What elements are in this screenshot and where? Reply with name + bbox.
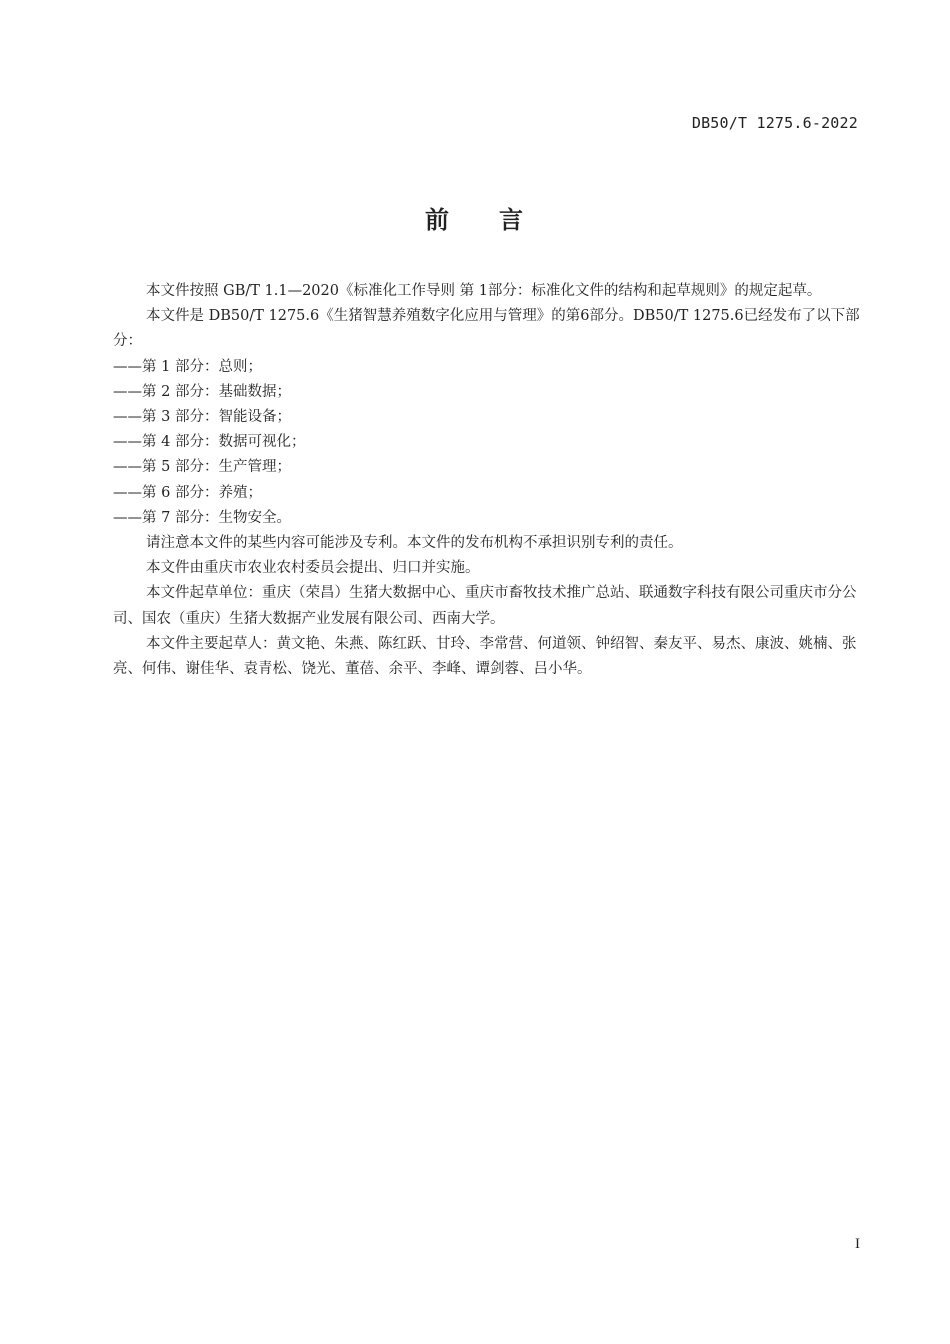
paragraph-drafters: 本文件主要起草人：黄文艳、朱燕、陈红跃、甘玲、李常营、何道领、钟绍智、秦友平、易杰、康波、姚楠、张亮、何伟、谢佳华、袁青松、饶光、董蓓、余平、李峰、谭剑蓉、吕小华。: [113, 635, 857, 678]
title-char-2: 言: [499, 206, 525, 234]
page-title: [0, 200, 950, 235]
paragraph-patent-notice: 请注意本文件的某些内容可能涉及专利。本文件的发布机构不承担识别专利的责任。: [146, 535, 683, 552]
list-item-part-4: ——第 4 部分：数据可视化；: [113, 434, 306, 451]
title-char-1: 前: [425, 206, 451, 234]
list-item-part-2: ——第 2 部分：基础数据；: [113, 383, 291, 400]
paragraph-series-info: 本文件是 DB50/T 1275.6《生猪智慧养殖数字化应用与管理》的第6部分。DB50/T 1275.6已经发布了以下部分：: [113, 308, 860, 350]
list-item-part-3: ——第 3 部分：智能设备；: [113, 409, 291, 426]
list-item-part-1: ——第 1 部分：总则；: [113, 358, 262, 375]
document-code: DB50/T 1275.6-2022: [691, 114, 858, 132]
paragraph-drafting-rules: 本文件按照 GB/T 1.1—2020《标准化工作导则 第 1部分：标准化文件的结构和起草规则》的规定起草。: [146, 283, 822, 299]
foreword-body: [113, 279, 861, 682]
paragraph-drafting-units: 本文件起草单位：重庆（荣昌）生猪大数据中心、重庆市畜牧技术推广总站、联通数字科技有限公司重庆市分公司、国农（重庆）生猪大数据产业发展有限公司、西南大学。: [113, 585, 857, 627]
page-number: I: [855, 1236, 860, 1252]
list-item-part-7: ——第 7 部分：生物安全。: [113, 509, 291, 526]
paragraph-proposer: 本文件由重庆市农业农村委员会提出、归口并实施。: [146, 560, 480, 577]
list-item-part-5: ——第 5 部分：生产管理；: [113, 459, 291, 476]
list-item-part-6: ——第 6 部分：养殖；: [113, 484, 262, 501]
